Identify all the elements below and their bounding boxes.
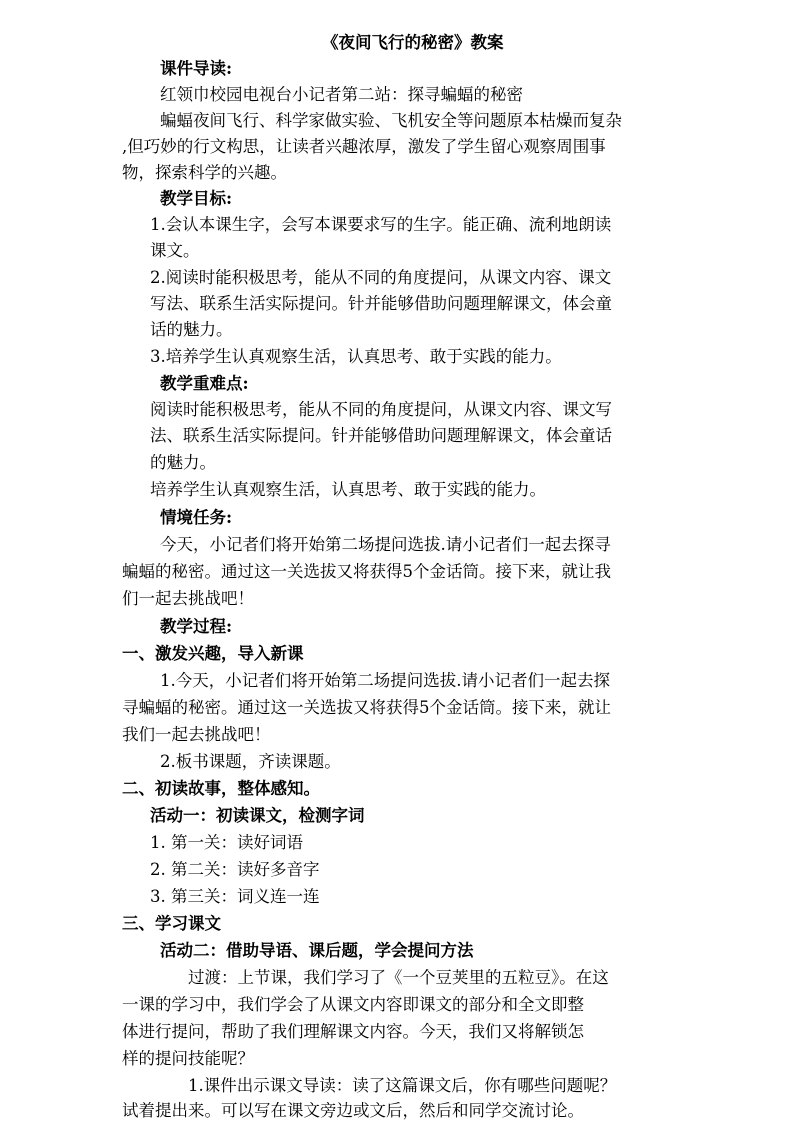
section-heading: 教学过程:	[160, 617, 233, 636]
text-line: 话的魅力。	[150, 320, 233, 339]
text-line: 课文。	[150, 241, 200, 260]
text-line: 1.今天，小记者们将开始第二场提问选拔.请小记者们一起去探	[160, 671, 610, 690]
text-line: 2.板书课题，齐读课题。	[160, 752, 341, 771]
activity-heading: 活动一：初读课文，检测字词	[150, 806, 365, 825]
text-line: 体进行提问，帮助了我们理解课文内容。今天，我们又将解锁怎	[122, 1022, 584, 1041]
section-heading: 教学重难点:	[160, 374, 249, 393]
text-line: 过渡：上节课，我们学习了《一个豆荚里的五粒豆》。在这	[188, 968, 609, 987]
section-heading: 教学目标:	[160, 189, 233, 208]
text-line: 红领巾校园电视台小记者第二站：探寻蝙蝠的秘密	[160, 85, 523, 104]
text-line: 样的提问技能呢？	[122, 1049, 254, 1068]
section-heading: 三、学习课文	[122, 914, 221, 933]
text-line: 蝙蝠的秘密。通过这一关选拔又将获得5个金话筒。接下来，就让我	[122, 562, 611, 581]
text-line: ,但巧妙的行文构思，让读者兴趣浓厚，激发了学生留心观察周围事	[122, 137, 606, 156]
page-title: 《夜间飞行的秘密》教案	[322, 33, 504, 52]
activity-heading: 活动二：借助导语、课后题，学会提问方法	[160, 941, 474, 960]
text-line: 一课的学习中，我们学会了从课文内容即课文的部分和全文即整	[122, 995, 584, 1014]
text-line: 物，探索科学的兴趣。	[122, 163, 287, 182]
text-line: 我们一起去挑战吧！	[122, 725, 271, 744]
text-line: 3. 第三关：词义连一连	[150, 887, 320, 906]
text-line: 们一起去挑战吧！	[122, 589, 254, 608]
text-line: 今天，小记者们将开始第二场提问选拔.请小记者们一起去探寻	[160, 535, 611, 554]
text-line: 试着提出来。可以写在课文旁边或文后，然后和同学交流讨论。	[122, 1101, 584, 1120]
text-line: 的魅力。	[150, 453, 216, 472]
text-line: 阅读时能积极思考，能从不同的角度提问，从课文内容、课文写	[150, 400, 612, 419]
text-line: 1.课件出示课文导读：读了这篇课文后，你有哪些问题呢？	[188, 1076, 617, 1095]
text-line: 培养学生认真观察生活，认真思考、敢于实践的能力。	[150, 480, 546, 499]
text-line: 1.会认本课生字，会写本课要求写的生字。能正确、流利地朗读	[150, 215, 612, 234]
section-heading: 课件导读:	[160, 59, 233, 78]
text-line: 2. 第二关：读好多音字	[150, 860, 320, 879]
text-line: 2.阅读时能积极思考，能从不同的角度提问，从课文内容、课文	[150, 268, 612, 287]
section-heading: 情境任务:	[160, 508, 233, 527]
text-line: 法、联系生活实际提问。针并能够借助问题理解课文，体会童话	[150, 426, 612, 445]
section-heading: 一、激发兴趣，导入新课	[122, 644, 304, 663]
text-line: 3.培养学生认真观察生活，认真思考、敢于实践的能力。	[150, 347, 562, 366]
text-line: 寻蝙蝠的秘密。通过这一关选拔又将获得5个金话筒。接下来，就让	[122, 698, 611, 717]
text-line: 写法、联系生活实际提问。针并能够借助问题理解课文，体会童	[150, 294, 612, 313]
section-heading: 二、初读故事，整体感知。	[122, 779, 320, 798]
text-line: 蝙蝠夜间飞行、科学家做实验、飞机安全等问题原本枯燥而复杂	[160, 111, 622, 130]
text-line: 1. 第一关：读好词语	[150, 833, 303, 852]
